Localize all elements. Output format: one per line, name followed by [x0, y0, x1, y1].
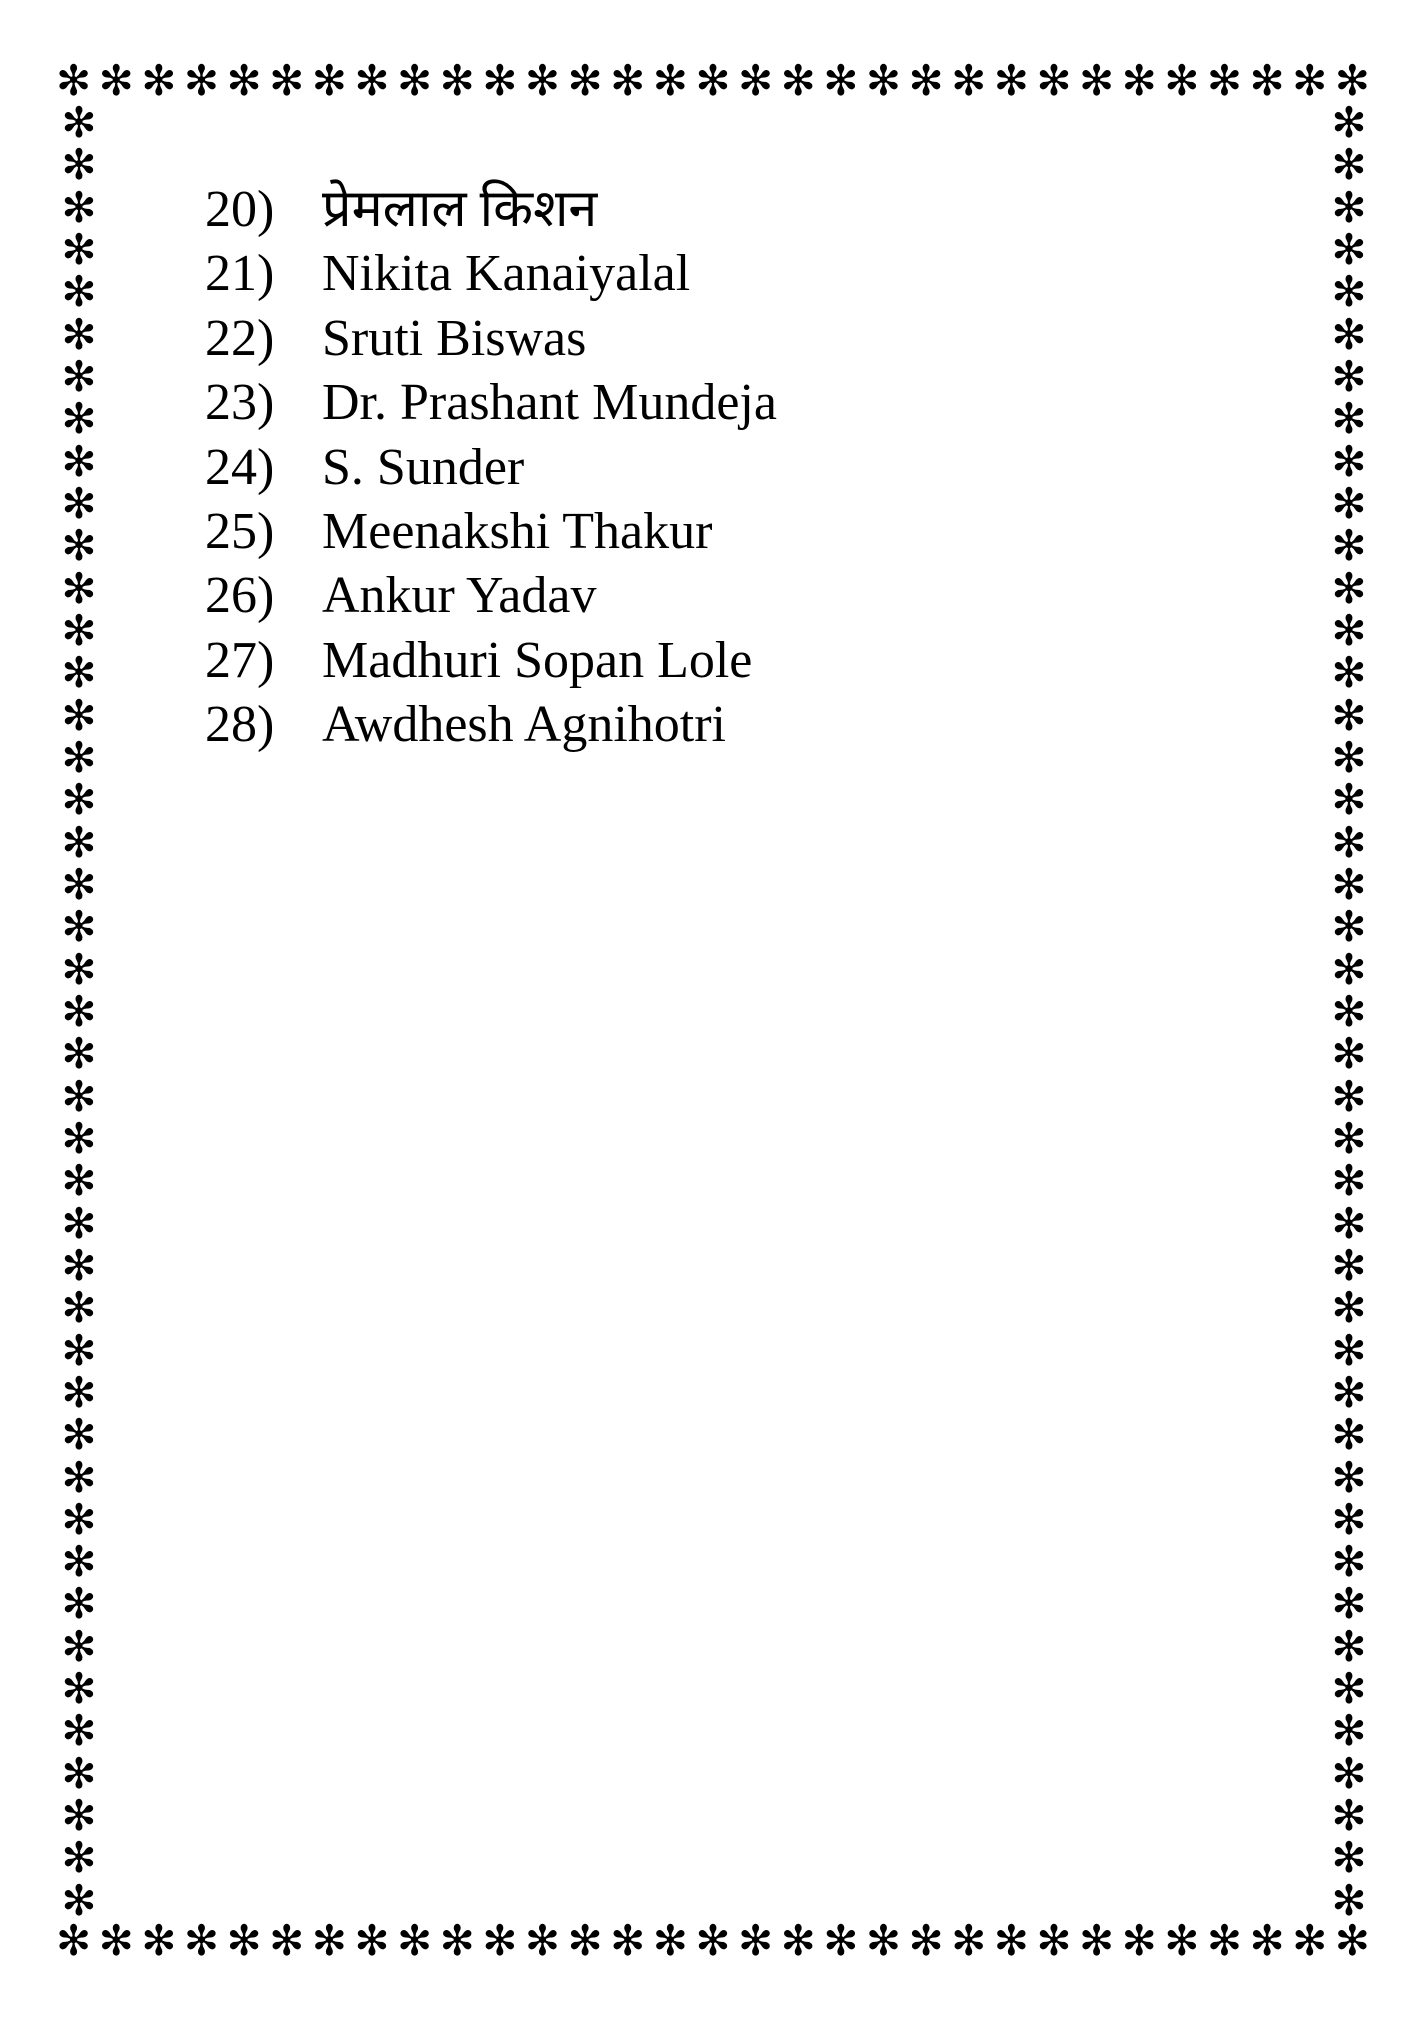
border-left: [56, 98, 102, 1925]
flower-asterisk-icon: ✻: [183, 56, 220, 105]
flower-asterisk-icon: ✻: [1331, 1494, 1367, 1544]
flower-asterisk-icon: ✻: [61, 309, 97, 359]
flower-asterisk-icon: ✻: [1036, 56, 1072, 105]
flower-asterisk-icon: ✻: [567, 56, 603, 105]
flower-asterisk-icon: ✻: [226, 1916, 262, 1965]
flower-asterisk-icon: ✻: [1249, 56, 1285, 105]
flower-asterisk-icon: ✻: [141, 56, 177, 105]
flower-asterisk-icon: ✻: [1079, 1916, 1115, 1965]
flower-asterisk-icon: ✻: [61, 1452, 97, 1502]
flower-asterisk-icon: ✻: [61, 1791, 97, 1841]
flower-asterisk-icon: ✻: [61, 1325, 97, 1375]
flower-asterisk-icon: ✻: [61, 1875, 97, 1925]
flower-asterisk-icon: ✻: [61, 986, 97, 1036]
flower-asterisk-icon: ✻: [993, 1916, 1029, 1965]
flower-asterisk-icon: ✻: [1331, 1706, 1367, 1756]
flower-asterisk-icon: ✻: [1331, 1198, 1367, 1248]
flower-asterisk-icon: ✻: [61, 267, 97, 317]
flower-asterisk-icon: ✻: [1331, 1156, 1367, 1206]
flower-asterisk-icon: ✻: [1334, 56, 1370, 105]
flower-asterisk-icon: ✻: [1331, 605, 1367, 655]
flower-asterisk-icon: ✻: [1331, 521, 1367, 571]
flower-asterisk-icon: ✻: [439, 56, 475, 105]
flower-asterisk-icon: ✻: [524, 1916, 561, 1965]
flower-asterisk-icon: ✻: [61, 478, 97, 528]
flower-asterisk-icon: ✻: [1331, 351, 1367, 401]
list-item: [205, 436, 777, 500]
flower-asterisk-icon: ✻: [1331, 1791, 1367, 1841]
flower-asterisk-icon: ✻: [1331, 1537, 1367, 1587]
list-item: [205, 307, 777, 371]
flower-asterisk-icon: ✻: [1036, 1916, 1072, 1965]
flower-asterisk-icon: ✻: [1331, 1748, 1367, 1798]
flower-asterisk-icon: ✻: [61, 1156, 97, 1206]
flower-asterisk-icon: ✻: [1331, 140, 1367, 190]
flower-asterisk-icon: ✻: [269, 1916, 305, 1965]
flower-asterisk-icon: ✻: [1334, 1916, 1370, 1965]
flower-asterisk-icon: ✻: [652, 56, 688, 105]
flower-asterisk-icon: ✻: [61, 1494, 97, 1544]
flower-asterisk-icon: ✻: [61, 140, 97, 190]
flower-asterisk-icon: ✻: [61, 1579, 97, 1629]
list-item: [205, 371, 777, 435]
flower-asterisk-icon: ✻: [1331, 1240, 1367, 1290]
border-top: [56, 58, 1370, 104]
flower-asterisk-icon: ✻: [61, 732, 97, 782]
flower-asterisk-icon: ✻: [61, 605, 97, 655]
list-item-number: 28): [205, 696, 275, 754]
list-item: [205, 178, 777, 242]
flower-asterisk-icon: ✻: [61, 98, 97, 147]
flower-asterisk-icon: ✻: [61, 690, 97, 740]
flower-asterisk-icon: ✻: [98, 56, 134, 105]
flower-asterisk-icon: ✻: [1331, 478, 1367, 528]
flower-asterisk-icon: ✻: [397, 56, 433, 105]
flower-asterisk-icon: ✻: [397, 1916, 433, 1965]
flower-asterisk-icon: ✻: [1331, 224, 1367, 274]
flower-asterisk-icon: ✻: [1331, 986, 1367, 1036]
flower-asterisk-icon: ✻: [61, 1537, 97, 1587]
flower-asterisk-icon: ✻: [1331, 1029, 1367, 1079]
flower-asterisk-icon: ✻: [1331, 817, 1367, 867]
flower-asterisk-icon: ✻: [1121, 1916, 1157, 1965]
list-item-name: Meenakshi Thakur: [322, 502, 713, 560]
flower-asterisk-icon: ✻: [61, 1029, 97, 1079]
flower-asterisk-icon: ✻: [1331, 1071, 1367, 1121]
flower-asterisk-icon: ✻: [1331, 309, 1367, 359]
flower-asterisk-icon: ✻: [269, 56, 305, 105]
flower-asterisk-icon: ✻: [1331, 1325, 1367, 1375]
flower-asterisk-icon: ✻: [482, 1916, 518, 1965]
flower-asterisk-icon: ✻: [1079, 56, 1115, 105]
flower-asterisk-icon: ✻: [780, 1916, 816, 1965]
flower-asterisk-icon: ✻: [1331, 267, 1367, 317]
list-item-number: 26): [205, 567, 275, 625]
flower-asterisk-icon: ✻: [61, 436, 97, 486]
flower-asterisk-icon: ✻: [1331, 182, 1367, 232]
flower-asterisk-icon: ✻: [183, 1916, 220, 1965]
flower-asterisk-icon: ✻: [61, 817, 97, 867]
flower-asterisk-icon: ✻: [1331, 732, 1367, 782]
flower-asterisk-icon: ✻: [1331, 1367, 1367, 1417]
flower-asterisk-icon: ✻: [993, 56, 1029, 105]
flower-asterisk-icon: ✻: [865, 56, 902, 105]
flower-asterisk-icon: ✻: [1331, 563, 1367, 613]
flower-asterisk-icon: ✻: [823, 1916, 859, 1965]
flower-asterisk-icon: ✻: [61, 224, 97, 274]
flower-asterisk-icon: ✻: [61, 944, 97, 994]
flower-asterisk-icon: ✻: [61, 1706, 97, 1756]
flower-asterisk-icon: ✻: [1292, 1916, 1328, 1965]
flower-asterisk-icon: ✻: [1331, 1833, 1367, 1883]
flower-asterisk-icon: ✻: [56, 56, 92, 105]
list-item: [205, 629, 777, 693]
list-item-number: 20): [205, 181, 275, 238]
flower-asterisk-icon: ✻: [1331, 1875, 1367, 1925]
flower-asterisk-icon: ✻: [61, 1071, 97, 1121]
border-bottom: [56, 1918, 1370, 1964]
flower-asterisk-icon: ✻: [1331, 690, 1367, 740]
list-item-number: 21): [205, 245, 275, 303]
flower-asterisk-icon: ✻: [1331, 859, 1367, 909]
flower-asterisk-icon: ✻: [610, 56, 646, 105]
flower-asterisk-icon: ✻: [1331, 1621, 1367, 1671]
flower-asterisk-icon: ✻: [695, 1916, 731, 1965]
flower-asterisk-icon: ✻: [951, 56, 987, 105]
flower-asterisk-icon: ✻: [1331, 98, 1367, 147]
flower-asterisk-icon: ✻: [226, 56, 262, 105]
flower-asterisk-icon: ✻: [61, 775, 97, 825]
flower-asterisk-icon: ✻: [61, 1748, 97, 1798]
flower-asterisk-icon: ✻: [1121, 56, 1157, 105]
flower-asterisk-icon: ✻: [1331, 436, 1367, 486]
list-item-name: Dr. Prashant Mundeja: [322, 374, 777, 432]
list-item: [205, 564, 777, 628]
list-item-number: 27): [205, 631, 275, 689]
list-item-number: 25): [205, 502, 275, 560]
flower-asterisk-icon: ✻: [610, 1916, 646, 1965]
list-item-name: Nikita Kanaiyalal: [322, 245, 691, 303]
flower-asterisk-icon: ✻: [61, 1198, 97, 1248]
flower-asterisk-icon: ✻: [61, 1621, 97, 1671]
flower-asterisk-icon: ✻: [780, 56, 816, 105]
flower-asterisk-icon: ✻: [482, 56, 518, 105]
flower-asterisk-icon: ✻: [823, 56, 859, 105]
flower-asterisk-icon: ✻: [61, 648, 97, 698]
list-item-name: S. Sunder: [322, 438, 525, 496]
list-item-name: प्रेमलाल किशन: [322, 181, 598, 238]
flower-asterisk-icon: ✻: [61, 1367, 97, 1417]
flower-asterisk-icon: ✻: [1331, 902, 1367, 952]
list-item-name: Sruti Biswas: [322, 309, 587, 367]
flower-asterisk-icon: ✻: [1331, 1410, 1367, 1460]
flower-asterisk-icon: ✻: [311, 1916, 347, 1965]
flower-asterisk-icon: ✻: [61, 182, 97, 232]
list-item-name: Awdhesh Agnihotri: [322, 696, 726, 754]
flower-asterisk-icon: ✻: [61, 1410, 97, 1460]
flower-asterisk-icon: ✻: [695, 56, 731, 105]
flower-asterisk-icon: ✻: [61, 1283, 97, 1333]
flower-asterisk-icon: ✻: [865, 1916, 902, 1965]
flower-asterisk-icon: ✻: [738, 56, 774, 105]
flower-asterisk-icon: ✻: [1331, 1283, 1367, 1333]
flower-asterisk-icon: ✻: [61, 1113, 97, 1163]
name-list: [205, 178, 777, 758]
list-item: [205, 693, 777, 757]
flower-asterisk-icon: ✻: [61, 351, 97, 401]
flower-asterisk-icon: ✻: [1331, 775, 1367, 825]
flower-asterisk-icon: ✻: [61, 563, 97, 613]
list-item-number: 24): [205, 438, 275, 496]
flower-asterisk-icon: ✻: [61, 1833, 97, 1883]
flower-asterisk-icon: ✻: [141, 1916, 177, 1965]
list-item-name: Madhuri Sopan Lole: [322, 631, 753, 689]
flower-asterisk-icon: ✻: [61, 521, 97, 571]
flower-asterisk-icon: ✻: [61, 1664, 97, 1714]
flower-asterisk-icon: ✻: [1164, 56, 1200, 105]
flower-asterisk-icon: ✻: [61, 902, 97, 952]
flower-asterisk-icon: ✻: [354, 1916, 390, 1965]
flower-asterisk-icon: ✻: [1331, 1579, 1367, 1629]
flower-asterisk-icon: ✻: [1331, 394, 1367, 444]
flower-asterisk-icon: ✻: [908, 1916, 944, 1965]
flower-asterisk-icon: ✻: [98, 1916, 134, 1965]
list-item-name: Ankur Yadav: [322, 567, 597, 625]
flower-asterisk-icon: ✻: [56, 1916, 92, 1965]
list-item-number: 23): [205, 374, 275, 432]
flower-asterisk-icon: ✻: [354, 56, 390, 105]
flower-asterisk-icon: ✻: [1206, 1916, 1243, 1965]
flower-asterisk-icon: ✻: [61, 394, 97, 444]
list-item: [205, 242, 777, 306]
flower-asterisk-icon: ✻: [1292, 56, 1328, 105]
flower-asterisk-icon: ✻: [1331, 648, 1367, 698]
flower-asterisk-icon: ✻: [1164, 1916, 1200, 1965]
flower-asterisk-icon: ✻: [1206, 56, 1243, 105]
flower-asterisk-icon: ✻: [738, 1916, 774, 1965]
flower-asterisk-icon: ✻: [439, 1916, 475, 1965]
flower-asterisk-icon: ✻: [951, 1916, 987, 1965]
flower-asterisk-icon: ✻: [1331, 1452, 1367, 1502]
flower-asterisk-icon: ✻: [1249, 1916, 1285, 1965]
flower-asterisk-icon: ✻: [524, 56, 561, 105]
flower-asterisk-icon: ✻: [908, 56, 944, 105]
flower-asterisk-icon: ✻: [1331, 944, 1367, 994]
flower-asterisk-icon: ✻: [567, 1916, 603, 1965]
flower-asterisk-icon: ✻: [1331, 1664, 1367, 1714]
list-item: [205, 500, 777, 564]
flower-asterisk-icon: ✻: [61, 1240, 97, 1290]
border-right: [1326, 98, 1372, 1925]
list-item-number: 22): [205, 309, 275, 367]
flower-asterisk-icon: ✻: [652, 1916, 688, 1965]
flower-asterisk-icon: ✻: [61, 859, 97, 909]
flower-asterisk-icon: ✻: [1331, 1113, 1367, 1163]
flower-asterisk-icon: ✻: [311, 56, 347, 105]
